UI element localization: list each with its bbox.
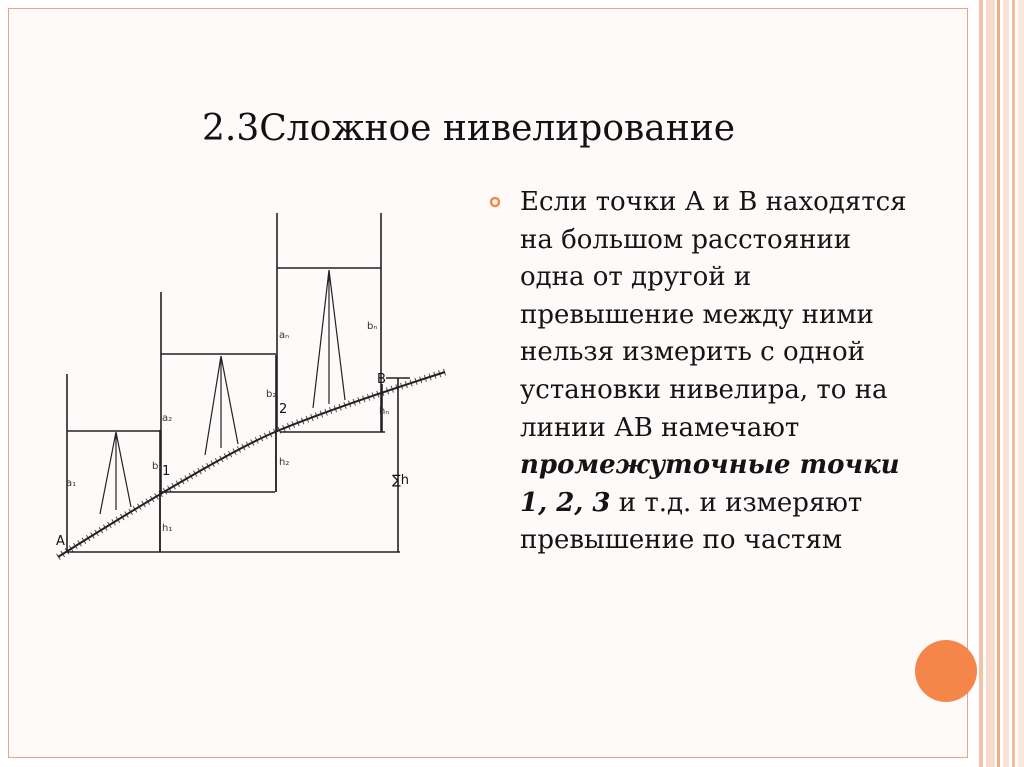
decor-stripe-3 <box>997 0 1000 767</box>
bullet-paragraph <box>520 184 920 560</box>
decor-stripe-4 <box>1003 0 1009 767</box>
label-h1: h₁ <box>162 523 173 534</box>
decor-stripe-1 <box>979 0 983 767</box>
bullet-text-start: Если точки А и В находятся на большом расстоянии одна от другой и превышение между ними нельзя измерить с одной установки нивелира, то на линии АВ намечают <box>520 187 907 443</box>
label-a1: a₁ <box>66 478 77 489</box>
label-point-2: 2 <box>279 402 288 417</box>
label-a2: a₂ <box>162 413 173 424</box>
leveling-diagram <box>46 200 456 570</box>
label-sum-h: ∑h <box>392 473 409 488</box>
bullet-ring-icon <box>489 196 501 208</box>
label-h2: h₂ <box>279 457 290 468</box>
decor-orange-circle <box>915 640 977 702</box>
tripod-n <box>313 270 345 408</box>
label-point-1: 1 <box>162 464 171 479</box>
tripod-1 <box>100 432 131 514</box>
decor-stripe-2 <box>986 0 995 767</box>
label-b1: b₁ <box>152 461 163 472</box>
bullet-text-end: и т.д. и измеряют превышение по частям <box>520 487 863 556</box>
label-b2: b₂ <box>266 389 277 400</box>
label-hn: hₙ <box>379 406 390 417</box>
decor-stripe-6 <box>1018 0 1024 767</box>
bullet-text-emphasis: промежуточные точки 1, 2, 3 <box>520 450 900 518</box>
tripod-2 <box>205 356 238 455</box>
slide-title: 2.3Сложное нивелирование <box>202 108 736 149</box>
label-an: aₙ <box>279 330 290 341</box>
label-point-a: A <box>56 534 65 549</box>
decor-stripe-5 <box>1012 0 1015 767</box>
label-bn: bₙ <box>367 321 378 332</box>
label-point-b: B <box>377 372 386 387</box>
